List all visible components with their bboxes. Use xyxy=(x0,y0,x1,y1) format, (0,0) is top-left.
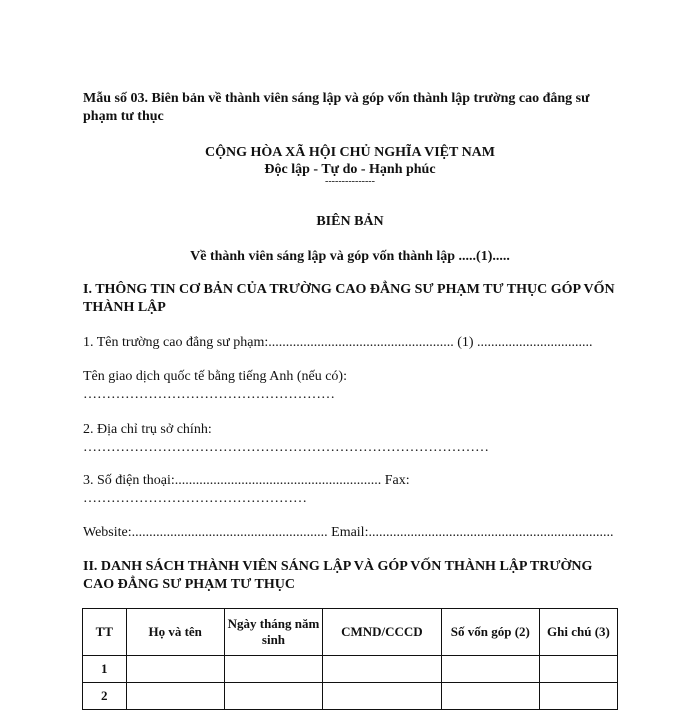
cell-birth[interactable] xyxy=(224,683,322,710)
english-name-label: Tên giao dịch quốc tế bằng tiếng Anh (nếu có): xyxy=(83,369,347,384)
school-name-line: 1. Tên trường cao đẳng sư phạm:..................................................... (1) ................................. xyxy=(83,335,593,350)
address-label: 2. Địa chỉ trụ sở chính: xyxy=(83,422,212,437)
cell-name[interactable] xyxy=(126,683,224,710)
phone-fax-line: 3. Số điện thoại:........................................................... Fax: xyxy=(83,473,410,488)
table-row xyxy=(83,683,618,710)
motto-divider: --------------- xyxy=(325,176,375,187)
member-table xyxy=(82,608,618,710)
header-id-number: CMND/CCCD xyxy=(323,609,442,656)
header-birth-date: Ngày tháng năm sinh xyxy=(224,609,322,656)
table-header-row xyxy=(83,609,618,656)
cell-notes[interactable] xyxy=(539,683,617,710)
table-row xyxy=(83,656,618,683)
national-motto: Độc lập - Tự do - Hạnh phúc xyxy=(264,162,436,177)
phone-fax-dots: ………………………………………… xyxy=(83,491,307,506)
header-notes: Ghi chú (3) xyxy=(539,609,617,656)
document-type: BIÊN BẢN xyxy=(316,214,384,229)
cell-id[interactable] xyxy=(323,683,442,710)
document-subject: Về thành viên sáng lập và góp vốn thành lập .....(1)..... xyxy=(190,249,510,264)
country-name: CỘNG HÒA XÃ HỘI CHỦ NGHĨA VIỆT NAM xyxy=(204,145,495,160)
cell-birth[interactable] xyxy=(224,656,322,683)
cell-id[interactable] xyxy=(323,656,442,683)
form-title: Mẫu số 03. Biên bản về thành viên sáng lập và góp vốn thành lập trường cao đẳng sư phạm tư thục xyxy=(83,91,590,124)
row-number: 1 xyxy=(83,656,127,683)
address-dots: …………………………………………………………………………… xyxy=(83,440,489,455)
cell-capital[interactable] xyxy=(441,683,539,710)
header-tt: TT xyxy=(83,609,127,656)
cell-capital[interactable] xyxy=(441,656,539,683)
english-name-dots: ……………………………………………… xyxy=(83,387,335,402)
header-full-name: Họ và tên xyxy=(126,609,224,656)
header-capital: Số vốn góp (2) xyxy=(441,609,539,656)
section-2-title: II. DANH SÁCH THÀNH VIÊN SÁNG LẬP VÀ GÓP VỐN THÀNH LẬP TRƯỜNG CAO ĐẲNG SƯ PHẠM TƯ THỤC xyxy=(83,559,593,592)
cell-notes[interactable] xyxy=(539,656,617,683)
section-1-title: I. THÔNG TIN CƠ BẢN CỦA TRƯỜNG CAO ĐẲNG SƯ PHẠM TƯ THỤC GÓP VỐN THÀNH LẬP xyxy=(83,282,615,315)
website-email-line: Website:........................................................ Email:...................................................................... xyxy=(83,525,614,540)
row-number: 2 xyxy=(83,683,127,710)
cell-name[interactable] xyxy=(126,656,224,683)
